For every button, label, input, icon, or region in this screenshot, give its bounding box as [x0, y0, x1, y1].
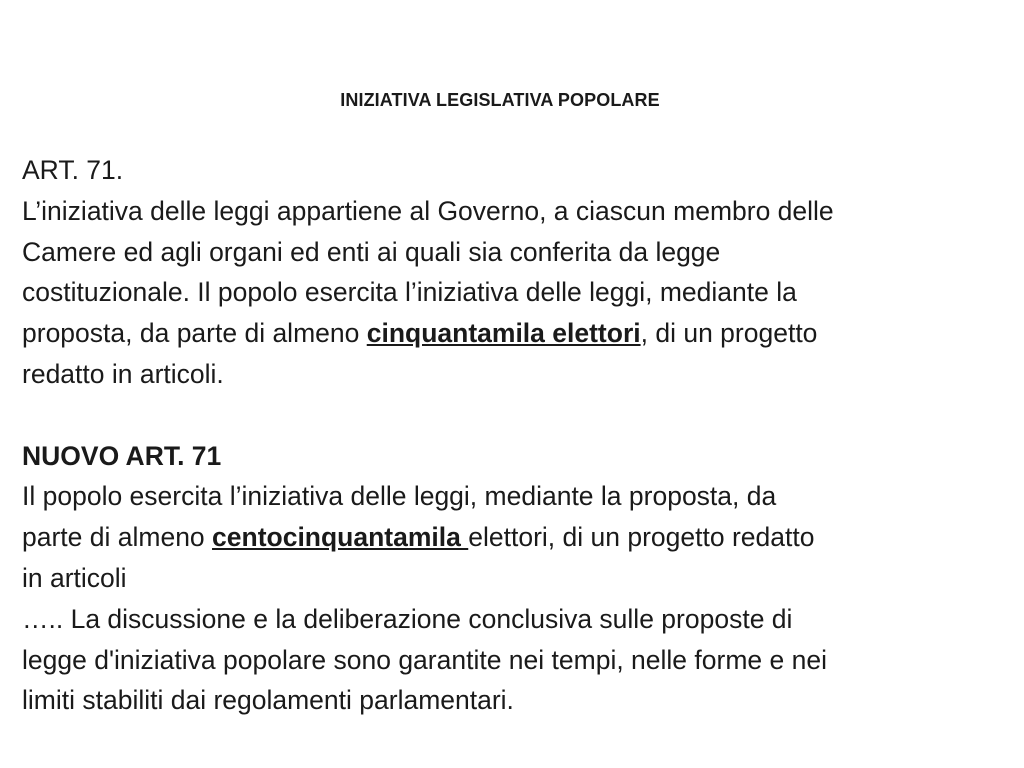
old-article-heading: ART. 71.	[22, 155, 124, 185]
new-article-line-2	[22, 517, 1002, 558]
slide-body	[22, 150, 1002, 721]
new-article-line-2-post: elettori, di un progetto redatto	[468, 522, 815, 553]
new-article-emphasis: centocinquantamila	[212, 522, 469, 553]
new-article-heading: NUOVO ART. 71	[22, 440, 222, 471]
old-article-line-1: L’iniziativa delle leggi appartiene al Governo, a ciascun membro delle	[22, 195, 834, 226]
new-article-line-5: legge d'iniziativa popolare sono garantite nei tempi, nelle forme e nei	[22, 644, 827, 675]
new-article-line-1: Il popolo esercita l’iniziativa delle leggi, mediante la proposta, da	[22, 481, 777, 512]
old-article-line-4-pre: proposta, da parte di almeno	[22, 318, 367, 349]
new-article-section	[22, 436, 1002, 722]
old-article-line-4-post: , di un progetto	[640, 318, 818, 349]
old-article-line-2: Camere ed agli organi ed enti ai quali sia conferita da legge	[22, 236, 721, 267]
old-article-line-5: redatto in articoli.	[22, 358, 224, 389]
slide-title: INIZIATIVA LEGISLATIVA POPOLARE	[340, 90, 660, 110]
old-article-line-4	[22, 313, 1002, 354]
new-article-line-6: limiti stabiliti dai regolamenti parlamentari.	[22, 685, 514, 716]
old-article-line-3: costituzionale. Il popolo esercita l’iniziativa delle leggi, mediante la	[22, 277, 797, 308]
section-spacer	[22, 395, 1002, 436]
new-article-line-3: in articoli	[22, 562, 127, 593]
old-article-section	[22, 150, 1002, 395]
new-article-line-4: ….. La discussione e la deliberazione conclusiva sulle proposte di	[22, 603, 793, 634]
new-article-line-2-pre: parte di almeno	[22, 522, 213, 553]
old-article-emphasis: cinquantamila elettori	[366, 318, 641, 349]
